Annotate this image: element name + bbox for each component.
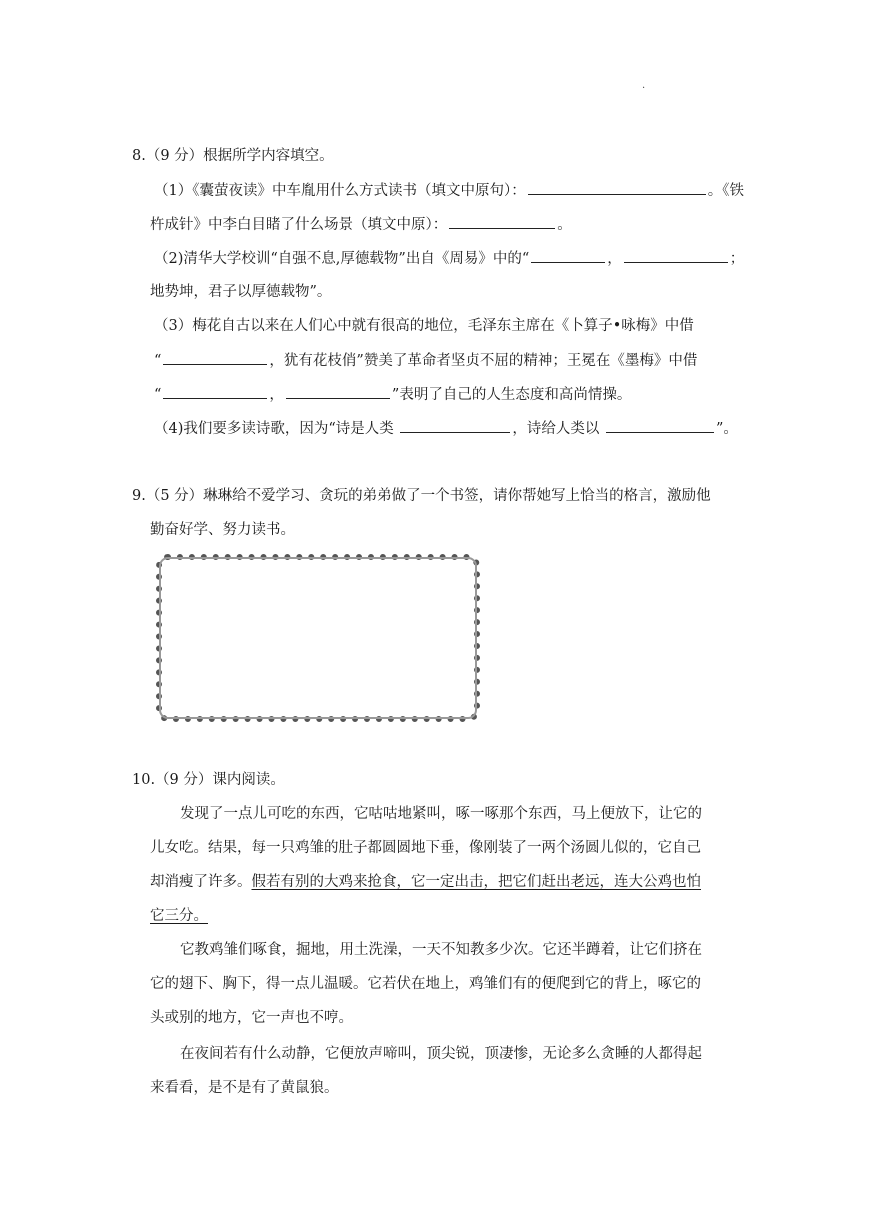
q8-part4-line1: [154, 418, 738, 439]
q8-part1-blank-2[interactable]: [449, 214, 555, 229]
q8-part4-text-c: ”。: [716, 421, 738, 437]
q8-part2-text-c: ；: [729, 251, 745, 267]
q10-para1-line3: [150, 872, 701, 892]
q8-part1-line2: [150, 214, 572, 235]
q8-part3-text-d: “: [154, 387, 162, 403]
q8-part2-text-b: ，: [607, 251, 622, 267]
q8-part3-line2: [154, 350, 697, 371]
q8-part4-blank-1[interactable]: [400, 418, 510, 433]
q8-part3-blank-3[interactable]: [286, 384, 390, 399]
q10-para3-line1: 在夜间若有什么动静，它便放声啼叫，顶尖锐，顶凄惨，无论多么贪睡的人都得起: [180, 1046, 702, 1062]
q8-part4-text-b: ，诗给人类以: [512, 421, 605, 437]
q8-part2-line1: [154, 248, 744, 269]
q9-line2: 勤奋好学、努力读书。: [150, 522, 295, 538]
q8-part1-text-a: （1）《囊萤夜读》中车胤用什么方式读书（填文中原句）：: [154, 183, 526, 199]
q8-part3-text-c: ，犹有花枝俏”赞美了革命者坚贞不屈的精神；王冕在《墨梅》中借: [269, 353, 698, 369]
q10-para1-line2: 儿女吃。结果，每一只鸡雏的肚子都圆圆地下垂，像刚装了一两个汤圆儿似的，它自己: [150, 840, 701, 856]
q8-part2-blank-1[interactable]: [531, 248, 605, 263]
q9-line1: 9.（5 分）琳琳给不爱学习、贪玩的弟弟做了一个书签，请你帮她写上恰当的格言，激励他: [132, 488, 711, 504]
q8-part3-blank-1[interactable]: [163, 350, 267, 365]
q8-part4-blank-2[interactable]: [606, 418, 714, 433]
q10-para2-line3: 头或别的地方，它一声也不哼。: [150, 1010, 353, 1026]
page-dot: .: [642, 80, 646, 91]
q8-part1-text-c: 杵成针》中李白目睹了什么场景（填文中原）：: [150, 217, 448, 233]
q10-para2-line1: 它教鸡雏们啄食，掘地，用土洗澡，一天不知教多少次。它还半蹲着，让它们挤在: [180, 942, 702, 958]
q8-part1-blank-1[interactable]: [528, 180, 706, 195]
q10-para1-text: 却消瘦了许多。: [150, 874, 252, 890]
q8-part1-text-b: 。《铁: [707, 183, 744, 199]
q10-title: 10.（9 分）课内阅读。: [132, 772, 285, 788]
q8-part3-line3: [154, 384, 631, 405]
q8-part2-blank-2[interactable]: [624, 248, 728, 263]
q8-part2-text-a: （2)清华大学校训“自强不息,厚德载物”出自《周易》中的“: [154, 251, 530, 267]
q8-part1-text-d: 。: [557, 217, 572, 233]
q10-underlined-sentence: 假若有别的大鸡来抢食，它一定出击，把它们赶出老远，连大公鸡也怕: [251, 874, 701, 890]
q8-part3-blank-2[interactable]: [163, 384, 267, 399]
q8-part1-line1: [154, 180, 744, 201]
q10-para3-line2: 来看看，是不是有了黄鼠狼。: [150, 1080, 339, 1096]
q8-part3-text-b: “: [154, 353, 162, 369]
bookmark-frame[interactable]: [156, 554, 480, 722]
q8-part3-text-e: ，: [269, 387, 284, 403]
q8-part3-line1: （3）梅花自古以来在人们心中就有很高的地位，毛泽东主席在《卜算子•咏梅》中借: [154, 318, 694, 334]
q10-para2-line2: 它的翅下、胸下，得一点儿温暖。它若伏在地上，鸡雏们有的便爬到它的背上，啄它的: [150, 976, 701, 992]
q8-part2-line2: 地势坤，君子以厚德载物”。: [150, 284, 332, 300]
q8-part4-text-a: （4)我们要多读诗歌，因为“诗是人类: [154, 421, 399, 437]
q10-para1-line1: 发现了一点儿可吃的东西，它咕咕地紧叫，啄一啄那个东西，马上便放下，让它的: [180, 806, 702, 822]
q8-title: 8.（9 分）根据所学内容填空。: [132, 148, 334, 164]
q8-part3-text-f: ”表明了自己的人生态度和高尚情操。: [391, 387, 632, 403]
q10-para1-line4: 它三分。: [150, 908, 208, 924]
